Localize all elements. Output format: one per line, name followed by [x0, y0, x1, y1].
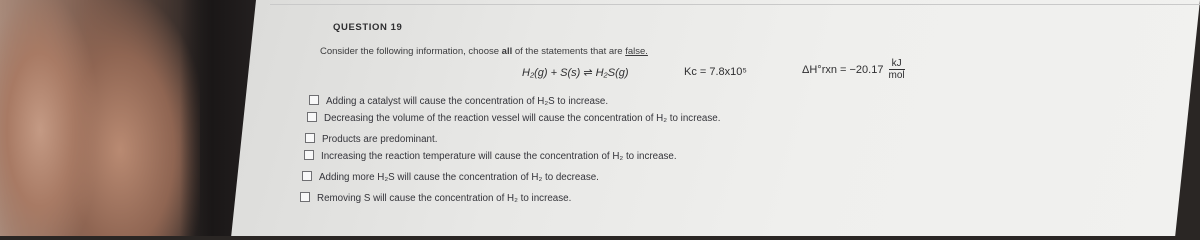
- equilibrium-constant: Kᴄ = 7.8x10⁵: [684, 66, 747, 78]
- option-label: Products are predominant.: [322, 134, 438, 145]
- option-checkbox[interactable]: [305, 133, 315, 143]
- option-label: Increasing the reaction temperature will cause the concentration of H₂ to increase.: [321, 151, 677, 162]
- option-row[interactable]: [305, 134, 437, 145]
- enthalpy-change: [802, 58, 905, 81]
- enthalpy-unit-denominator: mol: [888, 70, 905, 81]
- option-row[interactable]: [302, 172, 599, 183]
- reaction-equation: H₂(g) + S(s) ⇌ H₂S(g): [522, 67, 629, 79]
- enthalpy-unit: [889, 58, 905, 81]
- prompt-text-start: Consider the following information, choose: [320, 46, 502, 57]
- option-checkbox[interactable]: [309, 95, 319, 105]
- question-title: QUESTION 19: [333, 22, 403, 33]
- option-label: Removing S will cause the concentration of H₂ to increase.: [317, 193, 572, 204]
- enthalpy-value: ΔH°rxn = −20.17: [802, 63, 884, 76]
- question-prompt: [320, 46, 648, 57]
- option-label: Decreasing the volume of the reaction vessel will cause the concentration of H₂ to increase.: [324, 113, 721, 124]
- option-label: Adding more H₂S will cause the concentration of H₂ to decrease.: [319, 172, 599, 183]
- prompt-emphasis-all: all: [501, 46, 513, 57]
- option-checkbox[interactable]: [302, 171, 312, 181]
- enthalpy-unit-numerator: kJ: [889, 58, 905, 70]
- option-label: Adding a catalyst will cause the concentration of H₂S to increase.: [326, 96, 609, 107]
- top-divider: [270, 4, 1200, 5]
- option-checkbox[interactable]: [307, 112, 317, 122]
- prompt-text-middle: of the statements that are: [512, 46, 626, 57]
- option-row[interactable]: [300, 193, 571, 204]
- option-checkbox[interactable]: [304, 150, 314, 160]
- option-row[interactable]: [309, 96, 608, 107]
- option-checkbox[interactable]: [300, 192, 310, 202]
- prompt-emphasis-false: false.: [625, 46, 648, 57]
- option-row[interactable]: [304, 151, 677, 162]
- option-row[interactable]: [307, 113, 720, 124]
